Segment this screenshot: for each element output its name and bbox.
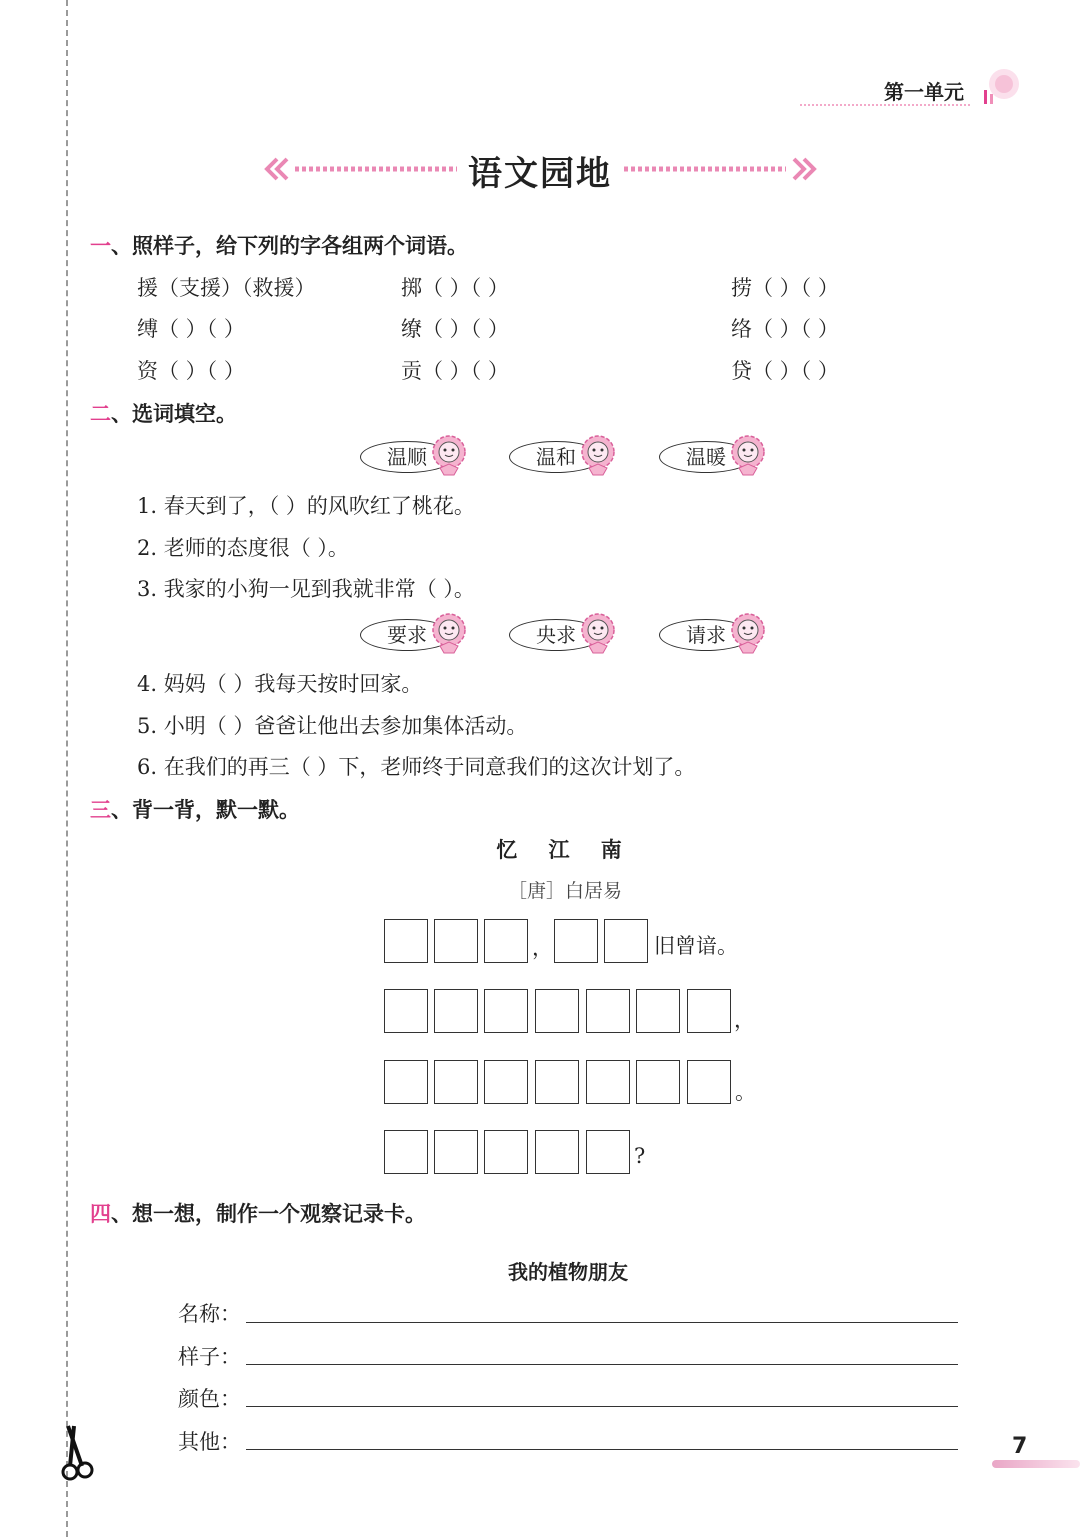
poem-author: ［唐］白居易 xyxy=(507,880,622,902)
section3-number: 三 xyxy=(90,798,111,822)
field-label-color: 颜色： xyxy=(178,1387,241,1411)
s1-r2-c3: 络（ ）（ ） xyxy=(731,317,839,341)
unit-flower-icon xyxy=(978,64,1020,108)
section2-heading xyxy=(90,398,237,428)
word-option-label: 请求 xyxy=(659,619,753,651)
section4-number: 四 xyxy=(90,1202,111,1226)
flower-face-icon xyxy=(430,612,468,654)
answer-box[interactable] xyxy=(687,1060,731,1104)
answer-box[interactable] xyxy=(604,919,648,963)
s1-r1-c3: 捞（ ）（ ） xyxy=(731,276,839,300)
s2-item-2: 2. 老师的态度很（ ）。 xyxy=(137,536,349,560)
s1-r1-c2: 掷（ ）（ ） xyxy=(401,276,509,300)
word-option-label: 温顺 xyxy=(360,441,454,473)
section3-heading xyxy=(90,794,300,824)
scissors-icon xyxy=(58,1422,102,1482)
answer-box[interactable] xyxy=(586,989,630,1033)
field-label-shape: 样子： xyxy=(178,1345,241,1369)
answer-box[interactable] xyxy=(535,989,579,1033)
poem-line1-tail: 旧曾谙。 xyxy=(654,934,738,958)
s1-r3-c2: 贡（ ）（ ） xyxy=(401,359,509,383)
s1-r1-c1: 援（支援）（救援） xyxy=(137,276,316,300)
s1-r3-c3: 贷（ ）（ ） xyxy=(731,359,839,383)
answer-box[interactable] xyxy=(554,919,598,963)
answer-box[interactable] xyxy=(434,1060,478,1104)
answer-box[interactable] xyxy=(586,1060,630,1104)
field-line-color[interactable] xyxy=(246,1406,958,1407)
poem-comma: ， xyxy=(734,1008,755,1032)
field-label-name: 名称： xyxy=(178,1302,241,1326)
answer-box[interactable] xyxy=(484,1130,528,1174)
poem-period: 。 xyxy=(735,1080,756,1104)
s2-item-6: 6. 在我们的再三（ ）下，老师终于同意我们的这次计划了。 xyxy=(137,755,696,779)
word-option-label: 温和 xyxy=(509,441,603,473)
s1-r3-c1: 资（ ）（ ） xyxy=(137,359,245,383)
word-option-label: 要求 xyxy=(360,619,454,651)
page-title: 语文园地 xyxy=(468,154,612,194)
cut-line xyxy=(66,0,68,1537)
answer-box[interactable] xyxy=(535,1130,579,1174)
answer-box[interactable] xyxy=(484,989,528,1033)
word-option-label: 央求 xyxy=(509,619,603,651)
answer-box[interactable] xyxy=(484,1060,528,1104)
answer-box[interactable] xyxy=(586,1130,630,1174)
flower-face-icon xyxy=(579,612,617,654)
answer-box[interactable] xyxy=(434,1130,478,1174)
s2-item-4: 4. 妈妈（ ）我每天按时回家。 xyxy=(137,672,423,696)
section1-number: 一 xyxy=(90,234,111,258)
answer-box[interactable] xyxy=(636,989,680,1033)
poem-comma: ， xyxy=(532,936,553,960)
poem-title: 忆 江 南 xyxy=(496,838,634,862)
flower-face-icon xyxy=(729,612,767,654)
s2-item-5: 5. 小明（ ）爸爸让他出去参加集体活动。 xyxy=(137,714,528,738)
flower-face-icon xyxy=(579,434,617,476)
answer-box[interactable] xyxy=(484,919,528,963)
poem-question-mark: ? xyxy=(634,1144,646,1168)
page-number: 7 xyxy=(1012,1434,1028,1459)
section1-heading xyxy=(90,230,468,260)
answer-box[interactable] xyxy=(535,1060,579,1104)
unit-divider xyxy=(800,104,970,106)
s1-r2-c2: 缭（ ）（ ） xyxy=(401,317,509,341)
answer-box[interactable] xyxy=(636,1060,680,1104)
flower-face-icon xyxy=(729,434,767,476)
section3-heading-text: 、背一背，默一默。 xyxy=(111,798,300,822)
chevron-right-icon xyxy=(622,155,818,183)
unit-label: 第一单元 xyxy=(884,80,964,104)
section4-heading-text: 、想一想，制作一个观察记录卡。 xyxy=(111,1202,426,1226)
page-number-bar xyxy=(992,1460,1080,1468)
answer-box[interactable] xyxy=(434,919,478,963)
s1-r2-c1: 缚（ ）（ ） xyxy=(137,317,245,341)
section2-heading-text: 、选词填空。 xyxy=(111,402,237,426)
section2-number: 二 xyxy=(90,402,111,426)
s2-item-3: 3. 我家的小狗一见到我就非常（ ）。 xyxy=(137,577,475,601)
answer-box[interactable] xyxy=(384,1130,428,1174)
flower-face-icon xyxy=(430,434,468,476)
answer-box[interactable] xyxy=(384,919,428,963)
card-title: 我的植物朋友 xyxy=(508,1260,628,1284)
section1-heading-text: 、照样子，给下列的字各组两个词语。 xyxy=(111,234,468,258)
section4-heading xyxy=(90,1198,426,1228)
answer-box[interactable] xyxy=(687,989,731,1033)
answer-box[interactable] xyxy=(384,1060,428,1104)
field-line-other[interactable] xyxy=(246,1449,958,1450)
answer-box[interactable] xyxy=(384,989,428,1033)
field-line-name[interactable] xyxy=(246,1322,958,1323)
word-option-label: 温暖 xyxy=(659,441,753,473)
s2-item-1: 1. 春天到了，（ ）的风吹红了桃花。 xyxy=(137,494,475,518)
field-line-shape[interactable] xyxy=(246,1364,958,1365)
field-label-other: 其他： xyxy=(178,1430,241,1454)
answer-box[interactable] xyxy=(434,989,478,1033)
